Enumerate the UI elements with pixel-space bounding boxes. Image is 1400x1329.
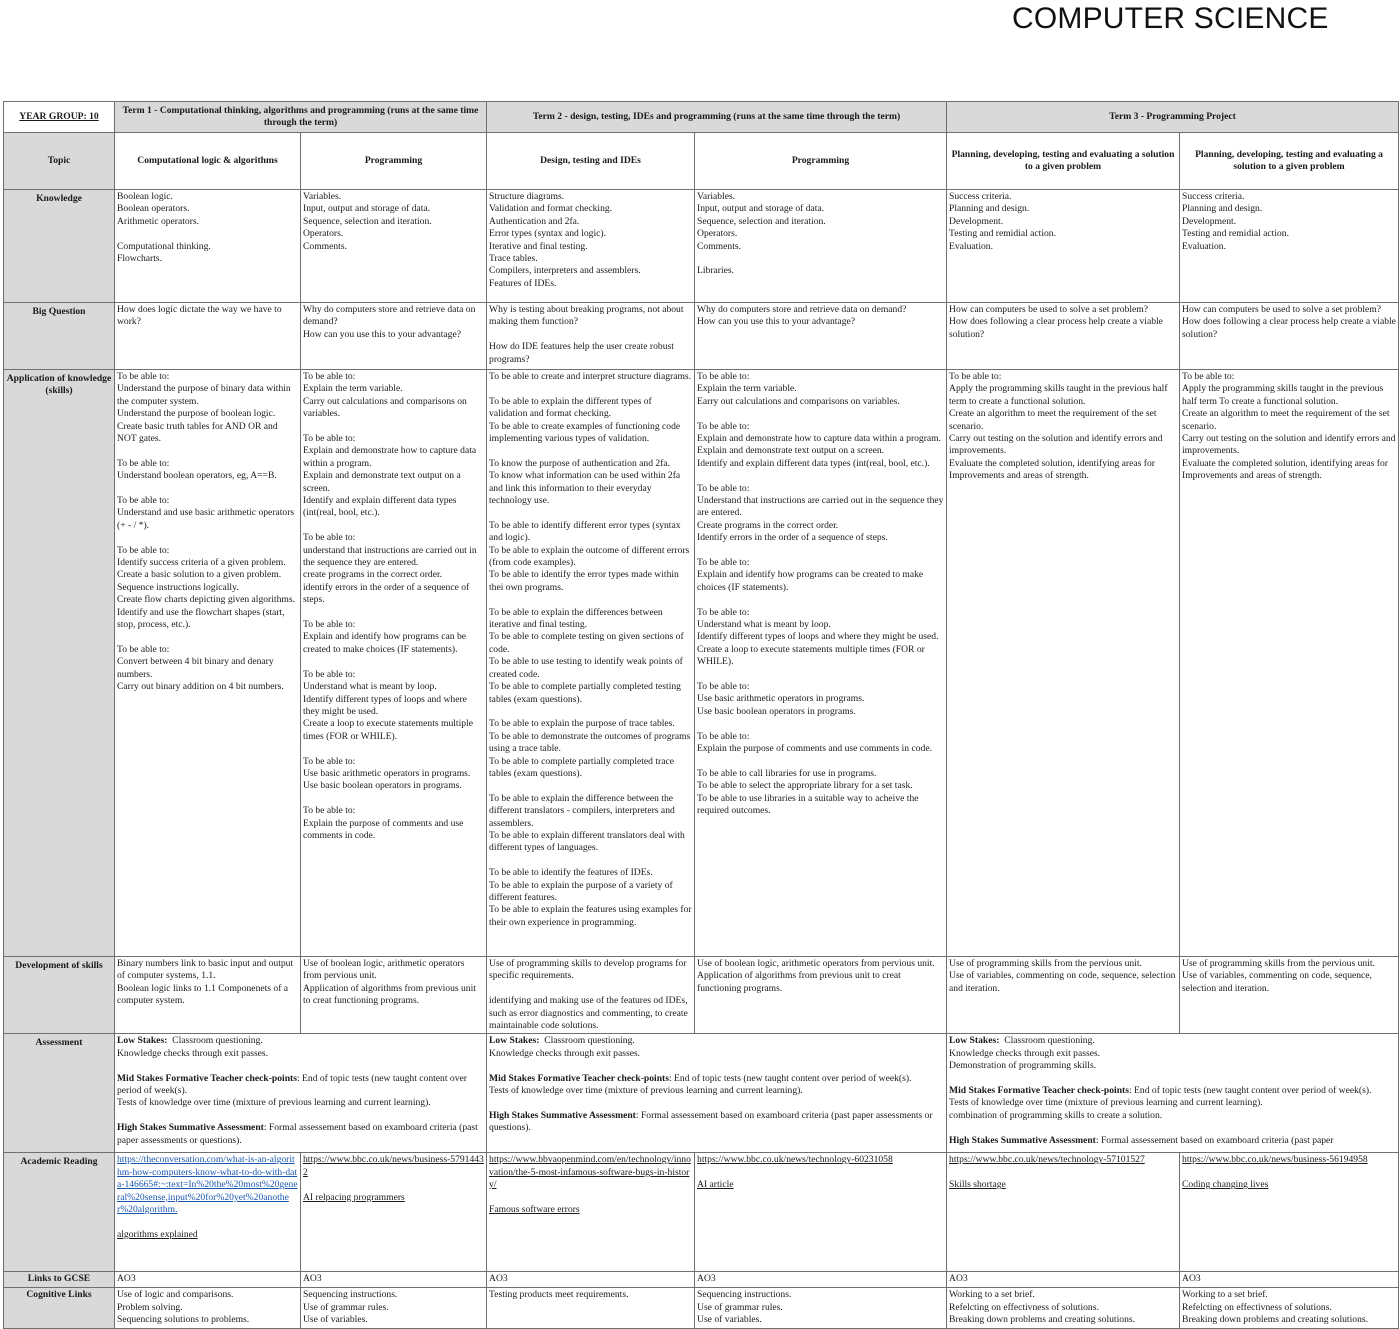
blank-line	[489, 855, 692, 867]
row-label-application: Application of knowledge (skills)	[4, 370, 115, 957]
text-line: To be able to explain the purpose of trace tables.	[489, 718, 675, 730]
text-line: Carry out calculations and comparisons on variables.	[303, 395, 467, 420]
text-line: To be able to explain different translators deal with different types of languages.	[489, 829, 685, 854]
mid-stakes-line: Mid Stakes Formative Teacher check-points: End of topic tests (new taught content over period of week(s).	[949, 1085, 1372, 1097]
row-label-topic: Topic	[4, 133, 115, 190]
big-question-cell	[487, 303, 695, 370]
application-cell	[695, 370, 947, 957]
text-line: How does logic dictate the way we have to work?	[117, 304, 282, 328]
text-line: How does following a clear process help create a viable solution?	[1182, 316, 1396, 340]
text-line: Create a loop to execute statements multiple times (FOR or WHILE).	[697, 643, 925, 668]
high-stakes-line: High Stakes Summative Assessment: Formal assessement based on examboard criteria (past paper assessments or questions).	[489, 1109, 933, 1134]
knowledge-cell	[301, 190, 487, 303]
text-line: Explain and demonstrate how to capture data within a program.	[697, 433, 942, 445]
gcse-cell: AO3	[115, 1272, 301, 1288]
reading-title-link[interactable]: Famous software errors	[489, 1204, 580, 1216]
text-line: To be able to:	[117, 495, 170, 507]
text-line: Computational thinking.	[117, 240, 211, 252]
cognitive-cell	[115, 1288, 301, 1328]
blank-line	[117, 445, 298, 457]
text-line: Use of programming skills from the pervious unit.	[949, 958, 1142, 969]
text-line: Comments.	[303, 240, 347, 252]
text-line: To be able to:	[949, 371, 1002, 382]
text-line: Input, output and storage of data.	[303, 203, 431, 215]
text-line: Use of grammar rules.	[697, 1301, 783, 1313]
text-line: Carry out testing on the solution and identify errors and improvements.	[1182, 433, 1396, 457]
blank-line	[489, 594, 692, 606]
low-stakes-line: Low Stakes: Classroom questioning.	[489, 1035, 635, 1047]
text-line: Use basic arithmetic operators in programs.	[303, 767, 471, 779]
reading-url-link[interactable]: https://www.bbvaopenmind.com/en/technology/innovation/the-5-most-infamous-software-bugs-in-history/	[489, 1154, 691, 1191]
text-line: Problem solving.	[117, 1301, 183, 1313]
text-line: Explain and demonstrate text output on a screen.	[697, 445, 885, 457]
low-stakes-line: Low Stakes: Classroom questioning.	[949, 1035, 1095, 1047]
reading-url-link[interactable]: https://www.bbc.co.uk/news/technology-60231058	[697, 1154, 893, 1166]
term-3-header: Term 3 - Programming Project	[947, 102, 1399, 133]
blank-line	[489, 445, 692, 457]
text-line: Understand the purpose of boolean logic.	[117, 408, 276, 420]
text-line: To be able to complete partially completed trace tables (exam questions).	[489, 755, 675, 779]
reading-url-link[interactable]: https://www.bbc.co.uk/news/technology-57101527	[949, 1154, 1145, 1166]
text-line: To be able to explain the different types of validation and format checking.	[489, 395, 652, 420]
text-line: Earry out calculations and comparisons on variables.	[697, 395, 900, 407]
text-line: Use basic boolean operators in programs.	[303, 780, 462, 792]
term-1-header: Term 1 - Computational thinking, algorithms and programming (runs at the same time through the term)	[115, 102, 487, 133]
text-line: To be able to:	[697, 557, 750, 569]
text-line: Variables.	[303, 191, 342, 202]
text-line: To be able to explain the features using examples for their own experience in programming.	[489, 904, 692, 928]
text-line: Variables.	[697, 191, 736, 202]
text-line: Planning and design.	[949, 203, 1030, 215]
text-line: Flowcharts.	[117, 253, 163, 265]
text-line: identifying and making use of the features od IDEs, such as error diagnostics and commenting, to create maintainable code solutions.	[489, 995, 688, 1032]
text-line: Structure diagrams.	[489, 191, 565, 202]
text-line: Apply the programming skills taught in the previous half term to create a functional solution.	[949, 383, 1168, 407]
knowledge-cell	[947, 190, 1180, 303]
text-line: Use of variables.	[697, 1314, 762, 1326]
text-line: Identify success criteria of a given problem.	[117, 557, 286, 569]
text-line: Why do computers store and retrieve data on demand?	[697, 304, 907, 315]
text-line: To be able to:	[697, 420, 750, 432]
text-line: Explain and demonstrate text output on a screen.	[303, 470, 461, 494]
big-question-cell	[695, 303, 947, 370]
blank-line	[489, 780, 692, 792]
text-line: Evaluation.	[949, 240, 993, 252]
text-line: How can you use this to your advantage?	[303, 328, 461, 340]
text-line: Trace tables.	[489, 253, 538, 265]
blank-line	[697, 470, 944, 482]
text-line: Iterative and final testing.	[489, 240, 588, 252]
knowledge-cell	[487, 190, 695, 303]
text-line: Understand and use basic arithmetic operators (+ - / *).	[117, 507, 295, 531]
text-line: To be able to explain the outcome of different errors (from code examples).	[489, 544, 690, 569]
reading-title-link[interactable]: Coding changing lives	[1182, 1179, 1269, 1191]
text-line: To know what information can be used within 2fa and link this information to their everyday technology use.	[489, 470, 681, 507]
text-line: Authentication and 2fa.	[489, 215, 580, 227]
term-2-header: Term 2 - design, testing, IDEs and programming (runs at the same time through the term)	[487, 102, 947, 133]
text-line: To be able to:	[303, 619, 356, 631]
reading-url-link[interactable]: https://www.bbc.co.uk/news/business-56194958	[1182, 1154, 1368, 1166]
text-line: To be able to:	[303, 805, 356, 817]
cognitive-row	[4, 1288, 1399, 1328]
text-line: Explain and demonstrate how to capture data within a program.	[303, 445, 477, 469]
application-cell	[1180, 370, 1399, 957]
assessment-term-3: Low Stakes: Classroom questioning. Knowledge checks through exit passes. Demonstration of programming skills. Mid Stakes Formative Teacher check-points: End of topic tests (new taught content over period of week(s). Tests of knowledge over time (mixture of previous learning and current learning). combination of programming skills to create a solution. High Stakes Summative Assessment: Formal assessement based on examboard criteria (past paper	[947, 1034, 1399, 1153]
mid-stakes-line: Mid Stakes Formative Teacher check-points: End of topic tests (new taught content over period of week(s).	[117, 1072, 467, 1097]
text-line: understand that instructions are carried out in the sequence they are entered.	[303, 544, 477, 569]
row-label-cognitive: Cognitive Links	[4, 1288, 115, 1328]
topic-cell: Design, testing and IDEs	[487, 133, 695, 190]
text-line: Create an algorithm to meet the requirement of the set scenario.	[1182, 408, 1390, 432]
high-stakes-line: High Stakes Summative Assessment: Formal assessement based on examboard criteria (past paper	[949, 1134, 1334, 1146]
text-line: To be able to:	[697, 681, 750, 693]
text-line: Understand that instructions are carried out in the sequence they are entered.	[697, 495, 944, 519]
text-line: Boolean logic.	[117, 191, 173, 202]
text-line: Understand what is meant by loop.	[697, 619, 831, 631]
text-line: Apply the programming skills taught in the previous half term To create a functional solution.	[1182, 383, 1384, 407]
text-line: Breaking down problems and creating solutions.	[949, 1314, 1135, 1326]
blank-line	[697, 718, 944, 730]
blank-line	[697, 756, 944, 768]
text-line: To know the purpose of authentication and 2fa.	[489, 457, 671, 469]
text-line: identify errors in the order of a sequence of steps.	[303, 581, 470, 606]
text-line: Use of grammar rules.	[303, 1301, 389, 1313]
text-line: To be able to:	[697, 482, 750, 494]
text-line: Boolean logic links to 1.1 Componenets of a computer system.	[117, 982, 289, 1007]
reading-title-link[interactable]: Skills shortage	[949, 1179, 1006, 1191]
knowledge-row	[4, 190, 1399, 303]
text-line: Identify and explain different data types (int(real, bool, etc.).	[697, 457, 930, 469]
text-line: create programs in the correct order.	[303, 569, 443, 581]
page-title: COMPUTER SCIENCE	[1012, 2, 1329, 35]
text-line: To be able to:	[303, 371, 356, 382]
reading-url-link[interactable]: https://www.bbc.co.uk/news/business-57914432	[303, 1154, 484, 1178]
text-line: Sequence, selection and iteration.	[697, 215, 826, 227]
text-line: Carry out testing on the solution and identify errors and improvements.	[949, 433, 1163, 457]
application-cell	[487, 370, 695, 957]
text-line: To be able to:	[117, 371, 170, 382]
text-line: To be able to complete testing on given sections of code.	[489, 631, 684, 655]
reading-title-link[interactable]: AI relpacing programmers	[303, 1191, 405, 1203]
text-line: Error types (syntax and logic).	[489, 228, 606, 240]
blank-line	[303, 607, 484, 619]
application-row	[4, 370, 1399, 957]
text-line: To be able to:	[1182, 371, 1235, 382]
text-line: Create an algorithm to meet the requirement of the set scenario.	[949, 408, 1157, 432]
text-line: Identify errors in the order of a sequence of steps.	[697, 532, 888, 544]
text-line: Planning and design.	[1182, 203, 1263, 215]
gcse-cell: AO3	[947, 1272, 1180, 1288]
text-line: Input, output and storage of data.	[697, 203, 825, 215]
gcse-cell: AO3	[1180, 1272, 1399, 1288]
text-line: Identify different types of loops and where they might be used.	[697, 631, 939, 643]
text-line: Operators.	[697, 228, 738, 240]
text-line: Explain and identify how programs can be created to make choices (IF statements).	[697, 569, 924, 593]
reading-url-link[interactable]: https://theconversation.com/what-is-an-algorithm-how-computers-know-what-to-do-with-data-146665#:~:text=In%20the%20most%20general%20sense,input%20for%20yet%20another%20algorithm.	[117, 1154, 298, 1216]
blank-line	[489, 706, 692, 718]
text-line: Understand boolean operators, eg, A==B.	[117, 470, 277, 482]
text-line: How do IDE features help the user create robust programs?	[489, 341, 674, 365]
text-line: To be able to:	[117, 643, 170, 655]
row-label-big-question: Big Question	[4, 303, 115, 370]
topic-cell: Programming	[301, 133, 487, 190]
text-line: Testing products meet requirements.	[489, 1289, 629, 1301]
mid-stakes-line: Mid Stakes Formative Teacher check-points: End of topic tests (new taught content over period of week(s).	[489, 1072, 912, 1084]
cognitive-cell	[301, 1288, 487, 1328]
text-line: Sequencing solutions to problems.	[117, 1314, 250, 1326]
text-line: Use basic boolean operators in programs.	[697, 705, 856, 717]
text-line: Understand the purpose of binary data within the computer system.	[117, 383, 291, 407]
blank-line	[697, 253, 944, 265]
blank-line	[489, 329, 692, 341]
blank-line	[117, 532, 298, 544]
text-line: Sequence, selection and iteration.	[303, 215, 432, 227]
text-line: Identify and use the flowchart shapes (start, stop, process, etc.).	[117, 606, 285, 631]
blank-line	[697, 594, 944, 606]
text-line: Why is testing about breaking programs, not about making them function?	[489, 304, 684, 328]
text-line: To be able to:	[117, 457, 170, 469]
text-line: To be able to use testing to identify weak points of created code.	[489, 656, 683, 680]
text-line: To be able to identify the error types made within thei own programs.	[489, 569, 679, 593]
text-line: Testing and remidial action.	[1182, 228, 1289, 240]
text-line: To be able to explain the differences between iterative and final testing.	[489, 606, 663, 631]
reading-cell	[487, 1153, 695, 1272]
cognitive-cell	[1180, 1288, 1399, 1328]
development-row	[4, 957, 1399, 1034]
text-line: Use of variables, commenting on code, sequence, selection and iteration.	[1182, 970, 1372, 994]
text-line: Create basic truth tables for AND OR and NOT gates.	[117, 420, 278, 445]
term-header-row	[4, 102, 1399, 133]
text-line: Refelcting on effectivness of solutions.	[949, 1301, 1099, 1313]
text-line: How can computers be used to solve a set problem?	[1182, 304, 1382, 315]
text-line: Evaluate the completed solution, identifying areas for Improvements and areas of strength.	[1182, 457, 1388, 482]
knowledge-cell	[115, 190, 301, 303]
text-line: To be able to:	[697, 371, 750, 382]
text-line: To be able to explain the difference between the different translators - compilers, interpreters and assemblers.	[489, 792, 675, 829]
high-stakes-line: High Stakes Summative Assessment: Formal assessement based on examboard criteria (past paper assessments or questions).	[117, 1122, 478, 1146]
big-question-cell	[1180, 303, 1399, 370]
blank-line	[303, 421, 484, 433]
text-line: To be able to select the appropriate library for a set task.	[697, 780, 913, 792]
row-label-development: Development of skills	[4, 957, 115, 1034]
application-cell	[115, 370, 301, 957]
text-line: Create flow charts depicting given algorithms.	[117, 594, 295, 606]
gcse-cell: AO3	[695, 1272, 947, 1288]
text-line: Explain the purpose of comments and use comments in code.	[697, 743, 933, 755]
knowledge-cell	[695, 190, 947, 303]
reading-row	[4, 1153, 1399, 1272]
gcse-cell: AO3	[301, 1272, 487, 1288]
knowledge-cell	[1180, 190, 1399, 303]
topic-cell: Computational logic & algorithms	[115, 133, 301, 190]
application-cell	[947, 370, 1180, 957]
text-line: Compilers, interpreters and assemblers.	[489, 265, 641, 277]
text-line: Create a loop to execute statements multiple times (FOR or WHILE).	[303, 718, 473, 742]
text-line: To be able to:	[303, 532, 356, 544]
text-line: Comments.	[697, 240, 741, 252]
text-line: Use of boolean logic, arithmetic operators from pervious unit.	[303, 958, 465, 982]
topic-cell: Planning, developing, testing and evaluating a solution to a given problem	[1180, 133, 1399, 190]
text-line: Binary numbers link to basic input and output of computer systems, 1.1.	[117, 958, 294, 982]
text-line: Development.	[1182, 215, 1237, 227]
text-line: To be able to use libraries in a suitable way to acheive the required outcomes.	[697, 792, 919, 817]
reading-title-link[interactable]: algorithms explained	[117, 1228, 198, 1240]
gcse-cell: AO3	[487, 1272, 695, 1288]
text-line: To be able to:	[303, 433, 356, 445]
text-line: To be able to:	[303, 755, 356, 767]
text-line: Use of programming skills to develop programs for specific requirements.	[489, 958, 687, 982]
blank-line	[697, 545, 944, 557]
development-cell	[115, 957, 301, 1034]
text-line: Arithmetic operators.	[117, 215, 200, 227]
text-line: To be able to demonstrate the outcomes of programs using a trace table.	[489, 730, 691, 755]
blank-line	[117, 631, 298, 643]
topic-row	[4, 133, 1399, 190]
big-question-row	[4, 303, 1399, 370]
text-line: How can you use this to your advantage?	[697, 316, 856, 328]
blank-line	[489, 983, 692, 995]
text-line: Success criteria.	[1182, 191, 1245, 202]
blank-line	[303, 793, 484, 805]
blank-line	[697, 408, 944, 420]
text-line: To be able to create and interpret structure diagrams.	[489, 371, 692, 382]
row-label-gcse: Links to GCSE	[4, 1272, 115, 1288]
cognitive-cell	[695, 1288, 947, 1328]
text-line: How can computers be used to solve a set problem?	[949, 304, 1149, 315]
text-line: To be able to explain the purpose of a variety of different features.	[489, 879, 673, 903]
text-line: Evaluation.	[1182, 240, 1226, 252]
text-line: Validation and format checking.	[489, 203, 613, 215]
text-line: Use of programming skills from the pervious unit.	[1182, 958, 1375, 969]
text-line: To be able to:	[117, 544, 170, 556]
development-cell	[301, 957, 487, 1034]
text-line: To be able to identify the features of IDEs.	[489, 867, 653, 879]
text-line: Sequence instructions logically.	[117, 581, 239, 593]
text-line: Working to a set brief.	[949, 1289, 1035, 1301]
text-line: To be able to:	[303, 668, 356, 680]
text-line: Use of variables.	[303, 1314, 368, 1326]
text-line: To be able to complete partially completed testing tables (exam questions).	[489, 681, 681, 705]
text-line: Breaking down problems and creating solutions.	[1182, 1314, 1368, 1326]
text-line: Create programs in the correct order.	[697, 519, 839, 531]
reading-title-link[interactable]: AI article	[697, 1179, 734, 1191]
text-line: Convert between 4 bit binary and denary numbers.	[117, 656, 274, 680]
text-line: Use of logic and comparisons.	[117, 1289, 234, 1301]
cognitive-cell	[947, 1288, 1180, 1328]
blank-line	[697, 669, 944, 681]
row-label-knowledge: Knowledge	[4, 190, 115, 303]
row-label-reading: Academic Reading	[4, 1153, 115, 1272]
text-line: Boolean operators.	[117, 203, 190, 215]
blank-line	[117, 228, 298, 240]
big-question-cell	[301, 303, 487, 370]
low-stakes-line: Low Stakes: Classroom questioning.	[117, 1035, 263, 1047]
text-line: Refelcting on effectivness of solutions.	[1182, 1301, 1332, 1313]
text-line: Operators.	[303, 228, 344, 240]
text-line: Use of variables, commenting on code, sequence, selection and iteration.	[949, 970, 1176, 994]
text-line: Features of IDEs.	[489, 277, 557, 289]
reading-cell	[1180, 1153, 1399, 1272]
text-line: Explain the purpose of comments and use comments in code.	[303, 817, 464, 841]
gcse-row	[4, 1272, 1399, 1288]
topic-cell: Planning, developing, testing and evaluating a solution to a given problem	[947, 133, 1180, 190]
text-line: To be able to:	[697, 730, 750, 742]
big-question-cell	[115, 303, 301, 370]
reading-cell	[115, 1153, 301, 1272]
text-line: Success criteria.	[949, 191, 1012, 202]
text-line: Identify different types of loops and where they might be used.	[303, 693, 467, 717]
blank-line	[303, 656, 484, 668]
text-line: How does following a clear process help create a viable solution?	[949, 316, 1163, 340]
text-line: To be able to identify different error types (syntax and logic).	[489, 519, 681, 544]
assessment-term-1: Low Stakes: Classroom questioning. Knowledge checks through exit passes. Mid Stakes Formative Teacher check-points: End of topic tests (new taught content over period of week(s). Tests of knowledge over time (mixture of previous learning and current learning). High Stakes Summative Assessment: Formal assessement based on examboard criteria (past paper assessments or questions).	[115, 1034, 487, 1153]
text-line: Explain and identify how programs can be created to make choices (IF statements).	[303, 631, 467, 655]
text-line: Sequencing instructions.	[697, 1289, 792, 1301]
text-line: To be able to create examples of functioning code implementing various types of validation.	[489, 420, 681, 445]
text-line: Application of algorithms from previous unit to creat functioning programs.	[303, 982, 476, 1007]
assessment-term-2: Low Stakes: Classroom questioning. Knowledge checks through exit passes. Mid Stakes Formative Teacher check-points: End of topic tests (new taught content over period of week(s). Tests of knowledge over time (mixture of previous learning and current learning). High Stakes Summative Assessment: Formal assessement based on examboard criteria (past paper assessments or questions).	[487, 1034, 947, 1153]
text-line: To be able to call libraries for use in programs.	[697, 767, 877, 779]
big-question-cell	[947, 303, 1180, 370]
text-line: Carry out binary addition on 4 bit numbers.	[117, 681, 284, 693]
development-cell	[487, 957, 695, 1034]
reading-cell	[301, 1153, 487, 1272]
development-cell	[695, 957, 947, 1034]
blank-line	[489, 383, 692, 395]
blank-line	[303, 520, 484, 532]
blank-line	[117, 483, 298, 495]
assessment-row	[4, 1034, 1399, 1153]
text-line: Testing and remidial action.	[949, 228, 1056, 240]
text-line: Use of boolean logic, arithmetic operators from pervious unit.	[697, 958, 935, 969]
text-line: Why do computers store and retrieve data on demand?	[303, 304, 476, 328]
development-cell	[1180, 957, 1399, 1034]
text-line: Working to a set brief.	[1182, 1289, 1268, 1301]
text-line: Create a basic solution to a given problem.	[117, 569, 282, 581]
text-line: Explain the term variable.	[697, 383, 797, 395]
blank-line	[303, 743, 484, 755]
text-line: Development.	[949, 215, 1004, 227]
year-group-label: YEAR GROUP: 10	[4, 102, 115, 133]
row-label-assessment: Assessment	[4, 1034, 115, 1153]
text-line: Application of algorithms from previous unit to creat functioning programs.	[697, 970, 901, 994]
curriculum-table	[3, 101, 1399, 1329]
text-line: Sequencing instructions.	[303, 1289, 398, 1301]
reading-cell	[947, 1153, 1180, 1272]
text-line: Evaluate the completed solution, identifying areas for Improvements and areas of strength.	[949, 457, 1155, 482]
text-line: Understand what is meant by loop.	[303, 681, 437, 693]
text-line: To be able to:	[697, 606, 750, 618]
blank-line	[489, 507, 692, 519]
text-line: Libraries.	[697, 265, 735, 277]
text-line: Explain the term variable.	[303, 383, 403, 395]
application-cell	[301, 370, 487, 957]
development-cell	[947, 957, 1180, 1034]
topic-cell: Programming	[695, 133, 947, 190]
cognitive-cell	[487, 1288, 695, 1328]
text-line: Use basic arithmetic operators in programs.	[697, 693, 865, 705]
reading-cell	[695, 1153, 947, 1272]
text-line: Identify and explain different data types (int(real, bool, etc.).	[303, 495, 457, 519]
